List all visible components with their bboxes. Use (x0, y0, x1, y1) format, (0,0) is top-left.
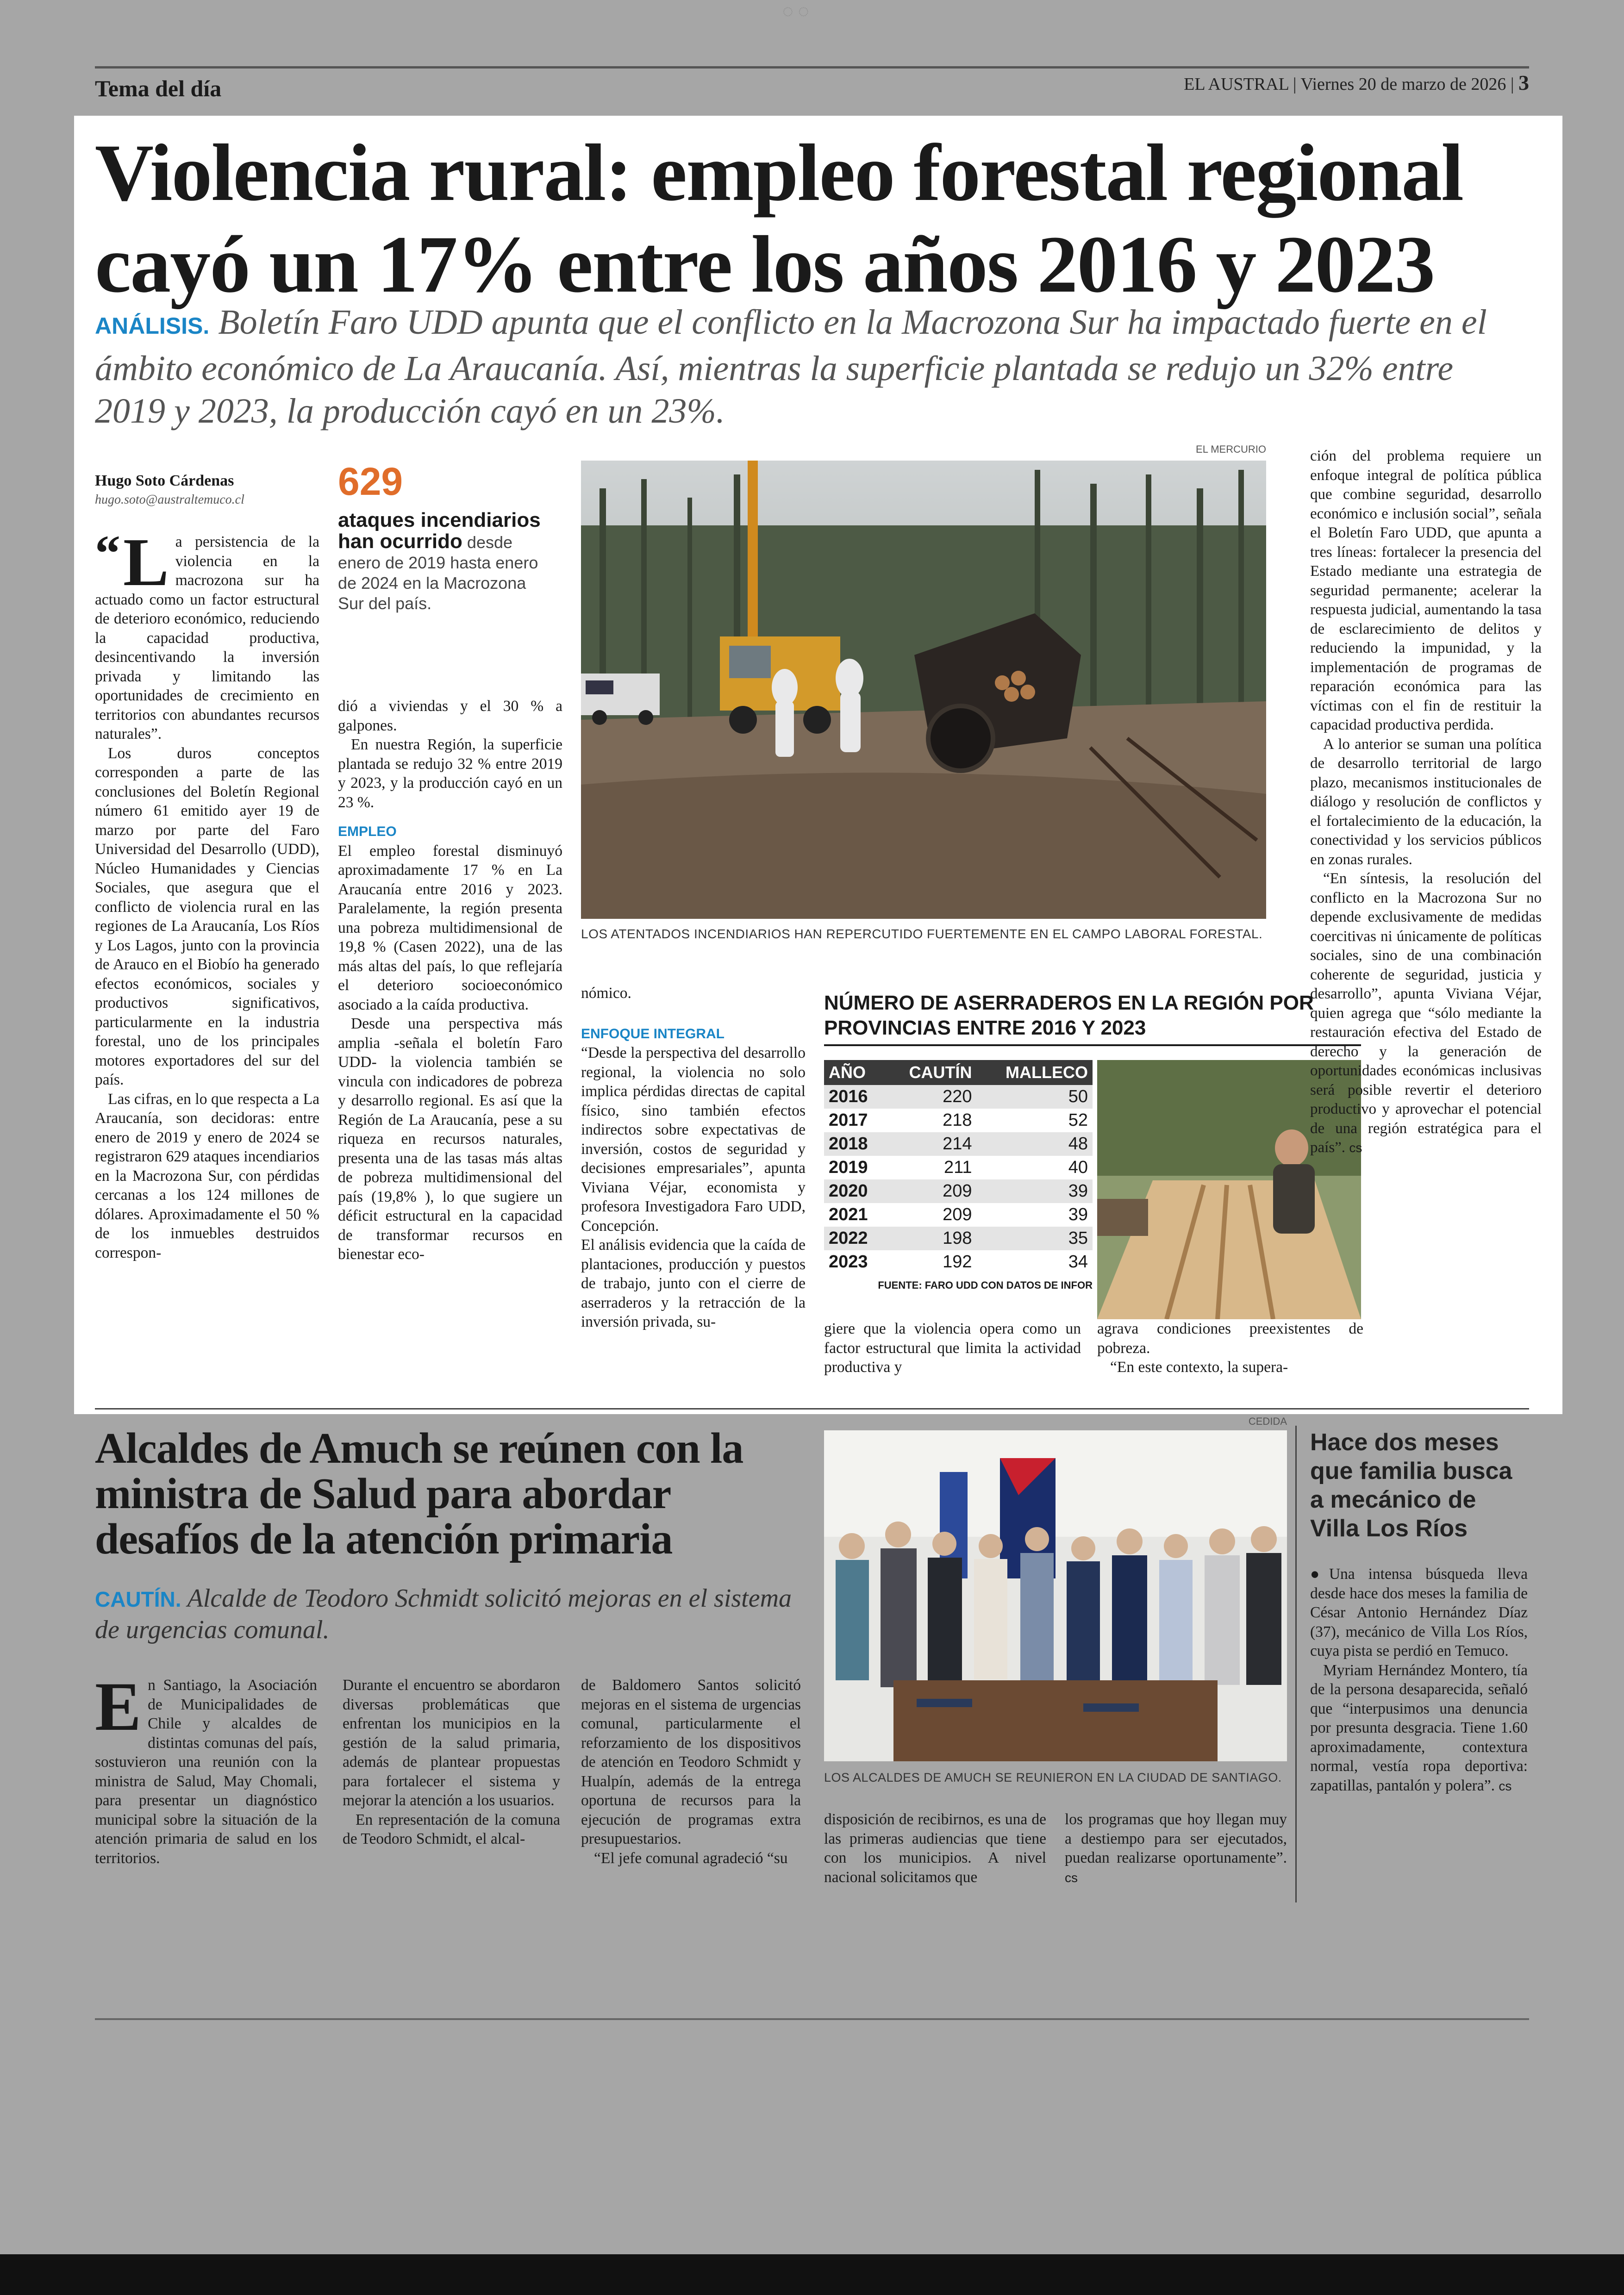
col-header-cautin: CAUTÍN (885, 1060, 976, 1085)
article-kicker: ANÁLISIS. (95, 313, 210, 339)
paragraph: dió a viviendas y el 30 % a galpones. (338, 698, 562, 734)
photo-caption: LOS ATENTADOS INCENDIARIOS HAN REPERCUTIDO FUERTEMENTE EN EL CAMPO LABORAL FORESTAL. (581, 927, 1263, 941)
col-header-malleco: MALLECO (977, 1060, 1093, 1085)
page-number: 3 (1518, 71, 1529, 94)
mayors-meeting-photo (824, 1430, 1287, 1761)
sidebar-body (1310, 1565, 1528, 1796)
top-rule (95, 66, 1529, 69)
issue-date: Viernes 20 de marzo de 2026 (1300, 75, 1506, 94)
paragraph: agrava condiciones preexistentes de pobreza. (1097, 1320, 1363, 1357)
paragraph: los programas que hoy llegan muy a destiempo para ser ejecutados, puedan realizarse oportunamente”. cs (1065, 1811, 1287, 1885)
stat-callout (338, 458, 551, 614)
stat-number: 629 (338, 460, 403, 503)
table-source: FUENTE: FARO UDD CON DATOS DE INFOR (878, 1279, 1093, 1291)
article-column-6 (1310, 447, 1542, 1158)
mayors-meeting-illustration (824, 1430, 1287, 1761)
forest-attack-photo (581, 461, 1266, 919)
table-row: 2018 214 48 (824, 1132, 1093, 1156)
table-row: 2021 209 39 (829, 1205, 1088, 1224)
main-article (74, 116, 1562, 1414)
paragraph: Myriam Hernández Montero, tía de la persona desaparecida, señaló que “interpusimos una denuncia por presunta desgracia. Tiene 1.60 aproximadamente, contextura normal, vestía ropa deportiva: zapatillas, pantalón y polera”. cs (1310, 1661, 1528, 1794)
open-quote-glyph: “ (95, 525, 120, 581)
col-header-year: AÑO (824, 1060, 885, 1085)
paragraph: ción del problema requiere un enfoque integral de política pública que combine seguridad, desarrollo económico e inclusión social”, señala el Boletín Faro UDD, que apunta a tres líneas: fortalecer la presencia del Estado mediante una estrategia de seguridad permanente; acelerar la respuesta judicial, aumentando la tasa de esclarecimiento de delitos y reduciendo la impunidad, y la implementación de programas de reparación económica para las víctimas con el fin de restituir la capacidad productiva perdida. (1310, 448, 1542, 733)
paragraph: nómico. (581, 985, 631, 1002)
bullet-icon: ● (1310, 1565, 1329, 1583)
paragraph: “El jefe comunal agradeció “su (594, 1849, 788, 1867)
table-header-row (824, 1060, 1093, 1085)
article-column-4 (824, 1319, 1081, 1377)
article2-deck: CAUTÍN. Alcalde de Teodoro Schmidt solicitó mejoras en el sistema de urgencias comunal. (95, 1584, 792, 1644)
stat-text: ataques incendiarios han ocurrido desde enero de 2019 hasta enero de 2024 en la Macrozona Sur del país. (338, 509, 541, 613)
paragraph: Durante el encuentro se abordaron diversas problemáticas que enfrentan los municipios en la gestión de la salud primaria, además de plantear propuestas para fortalecer el sistema y mejorar la atención a los usuarios. (343, 1677, 560, 1809)
table-row: 2020 209 39 (824, 1179, 1093, 1203)
subhead-empleo: EMPLEO (338, 824, 397, 839)
sidebar-headline: Hace dos meses que familia busca a mecánico de Villa Los Ríos (1310, 1429, 1512, 1542)
lead-paragraph: “ L a persistencia de la violencia en la macrozona sur ha actuado como un factor estructural de deterioro económico, reduciendo la capacidad productiva, desincentivando la inversión privada y limitando las oportunidades de crecimiento en territorios con abundantes recursos naturales”. (95, 524, 319, 742)
table-row: 2022 198 35 (824, 1227, 1093, 1250)
author-name: Hugo Soto Cárdenas (95, 472, 234, 489)
dropcap: L (123, 524, 169, 600)
paragraph: Las cifras, en lo que respecta a La Araucanía, son decidoras: entre enero de 2019 y enero de 2024 se registraron 629 ataques incendiarios en la Macrozona Sur, con pérdidas cercanas a los 124 millones de dólares. Aproximadamente el 50 % de los inmuebles destruidos correspon- (95, 1090, 319, 1261)
paragraph: “Desde la perspectiva del desarrollo regional, la violencia no solo implica pérdidas directas de capital físico, sino también efectos indirectos sobre expectativas de inversión, costos de seguridad y decisiones empresariales”, apunta Viviana Véjar, economista y profesora Investigadora Faro UDD, Concepción. (581, 1044, 806, 1235)
byline (95, 472, 289, 507)
article-column-5 (1097, 1319, 1363, 1377)
article2-column-2 (343, 1676, 560, 1849)
lead-paragraph: En Santiago, la Asociación de Municipalidades de Chile y alcaldes de distintas comunas del país, sostuvieron una reunión con la ministra de Salud, May Chomali, para presentar un diagnóstico municipal sobre la situación de la atención primaria de salud en los territorios. (95, 1668, 317, 1867)
article-column-2 (338, 697, 562, 1264)
paragraph: En nuestra Región, la superficie plantada se redujo 32 % entre 2019 y 2023, y la producción cayó en un 23 %. (338, 736, 562, 811)
paragraph: de Baldomero Santos solicitó mejoras en el sistema de urgencias comunal, particularmente el reforzamiento de los dispositivos de atención en Teodoro Schmidt y Hualpín, además de la entrega oportuna de recursos para la ejecución de programas extra presupuestarios. (581, 1677, 801, 1847)
table-row: 2017 218 52 (829, 1110, 1088, 1130)
article2-column-4 (824, 1810, 1046, 1887)
bottom-rule (95, 2018, 1529, 2020)
sawmill-table (824, 1060, 1093, 1291)
paragraph: disposición de recibirnos, es una de las primeras audiencias que tiene con los municipios. A nivel nacional solicitamos que (824, 1811, 1046, 1886)
article2-column-3 (581, 1676, 801, 1868)
table-title: NÚMERO DE ASERRADEROS EN LA REGIÓN POR PROVINCIAS ENTRE 2016 Y 2023 (824, 991, 1361, 1046)
section-tag: Tema del día (95, 75, 222, 101)
folio: EL AUSTRAL | Viernes 20 de marzo de 2026 | 3 (1184, 71, 1529, 94)
article2-headline: Alcaldes de Amuch se reúnen con la ministra de Salud para abordar desafíos de la atención primaria (95, 1424, 743, 1563)
table-row: 2019 211 40 (829, 1158, 1088, 1177)
article2-column-1 (95, 1668, 317, 1868)
article-column-3 (581, 984, 806, 1332)
table-row: 2023 192 34 (829, 1252, 1088, 1272)
paragraph: “En este contexto, la supera- (1110, 1359, 1288, 1376)
photo-credit: CEDIDA (1248, 1416, 1287, 1427)
paragraph: En representación de la comuna de Teodoro Schmidt, el alcal- (343, 1811, 560, 1847)
article-deck (95, 301, 1530, 432)
article-deck-text: Boletín Faro UDD apunta que el conflicto en la Macrozona Sur ha impactado fuerte en el ámbito económico de La Araucanía. Así, mientras la superficie plantada se redujo un 32% entre 2019 y 2023, la producción cayó en un 23%. (95, 303, 1487, 430)
paragraph: A lo anterior se suman una política de desarrollo territorial de largo plazo, mecanismos institucionales de diálogo y resolución de conflictos y el fortalecimiento de la educación, la conectividad y los servicios públicos en zonas rurales. (1310, 736, 1542, 868)
article2-kicker: CAUTÍN. (95, 1587, 181, 1611)
photo2-caption: LOS ALCALDES DE AMUCH SE REUNIERON EN LA CIUDAD DE SANTIAGO. (824, 1771, 1282, 1784)
article2-column-5 (1065, 1810, 1287, 1887)
article-headline: Violencia rural: empleo forestal regional cayó un 17% entre los años 2016 y 2023 (95, 128, 1463, 310)
photo-credit: EL MERCURIO (1196, 443, 1266, 455)
paragraph: “En síntesis, la resolución del conflicto en la Macrozona Sur no depende exclusivamente de medidas coercitivas ni únicamente de políticas sociales, sino de una combinación coherente de seguridad, justicia y desarrollo”, apunta Viviana Véjar, quien agrega que “sólo mediante la restauración efectiva del Estado de derecho y la generación de oportunidades económicas inclusivas será posible revertir el deterioro productivo y aprovechar el potencial de una región estratégica para el país”. cs (1310, 870, 1542, 1156)
end-mark: cs (1499, 1778, 1512, 1793)
end-mark: cs (1349, 1141, 1362, 1155)
sidebar-divider (1295, 1426, 1297, 1902)
paragraph: giere que la violencia opera como un factor estructural que limita la actividad productiva y (824, 1320, 1081, 1376)
paragraph: El empleo forestal disminuyó aproximadamente 17 % en La Araucanía entre 2016 y 2023. Paralelamente, la región presenta una pobreza multidimensional de 19,8 % (Casen 2022), una de las más altas del país, lo que reflejaría el deterioro socioeconómico asociado a la caída productiva. (338, 842, 562, 1013)
paragraph: El análisis evidencia que la caída de plantaciones, producción y puestos de trabajo, junto con el cierre de aserraderos y la retracción de la inversión privada, su- (581, 1236, 806, 1330)
viewer-bottom-bar (0, 2254, 1624, 2295)
paragraph: Los duros conceptos corresponden a parte de las conclusiones del Boletín Regional número 61 emitido ayer 19 de marzo por parte del Faro Universidad del Desarrollo (UDD), Núcleo Humanidades y Ciencias Sociales, que asegura que el conflicto de violencia rural en las regiones de La Araucanía, Los Ríos y Los Lagos, junto con la provincia de Arauco en el Biobío ha generado efectos económicos, sociales y productivos significativos, particularmente en la industria forestal, uno de los principales motores exportadores del sur del país. (95, 744, 319, 1088)
table-row: 2016 220 50 (824, 1085, 1093, 1109)
section-divider (95, 1408, 1529, 1409)
author-email[interactable]: hugo.soto@australtemuco.cl (95, 493, 244, 507)
end-mark: cs (1065, 1870, 1078, 1885)
subhead-enfoque: ENFOQUE INTEGRAL (581, 1026, 725, 1041)
article-column-1 (95, 524, 319, 1262)
paper-name: EL AUSTRAL (1184, 75, 1289, 94)
forest-attack-illustration (581, 461, 1266, 919)
paragraph: ●Una intensa búsqueda lleva desde hace dos meses la familia de César Antonio Hernández Díaz (37), mecánico de Villa Los Ríos, cuya pista se perdió en Temuco. (1310, 1565, 1528, 1659)
dropcap: E (95, 1668, 142, 1745)
scroll-indicator: ◌ ◌ (782, 0, 809, 21)
paragraph: Desde una perspectiva más amplia -señala el boletín Faro UDD- la violencia también se vincula con indicadores de pobreza y desarrollo regional. Es así que la Región de La Araucanía, pese a su riqueza en recursos naturales, presenta una de las tasas más altas de pobreza multidimensional del país (19,8% ), lo que sugiere un déficit estructural en la capacidad de transformar recursos en bienestar eco- (338, 1015, 562, 1263)
